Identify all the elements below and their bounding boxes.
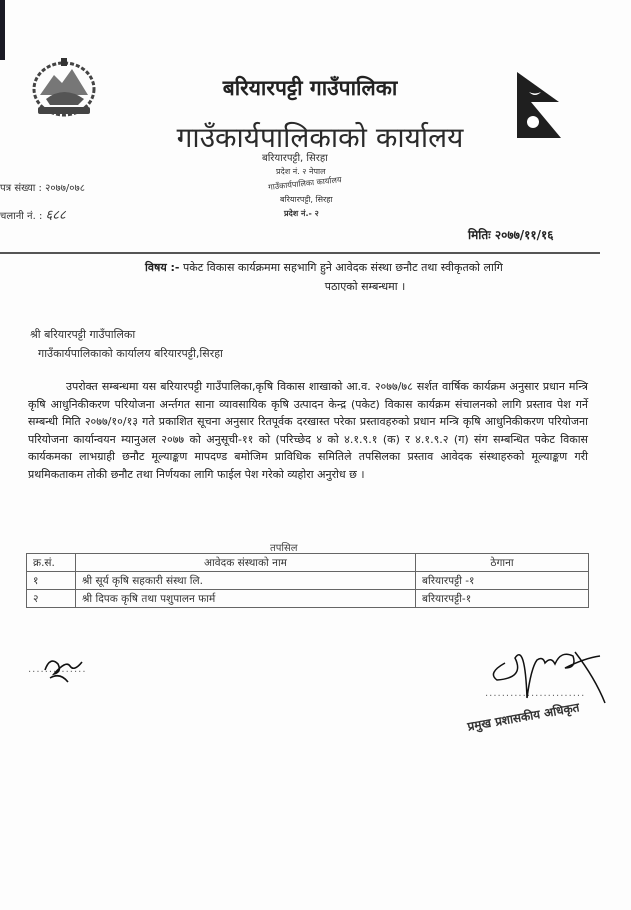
- subject: [145, 258, 585, 296]
- dispatch-number-label: चलानी नं. :: [0, 211, 43, 222]
- cell-address: बरियारपट्टी -१: [416, 572, 589, 590]
- table-row: [27, 590, 589, 608]
- subject-label: विषय :-: [145, 261, 180, 274]
- stamp-line: प्रदेश नं.- २: [284, 209, 319, 218]
- dispatch-number: [0, 205, 66, 223]
- stamp-line: गाउँकार्यपालिका कार्यालय: [267, 175, 342, 192]
- stamp-line: बरियारपट्टी, सिरहा: [262, 153, 328, 164]
- letter-number-value: २०७७/०७८: [45, 183, 85, 194]
- recipient-line-2: गाउँकार्यपालिकाको कार्यालय बरियारपट्टी,सिरहा: [38, 347, 223, 360]
- cell-sn: २: [27, 590, 76, 608]
- date-label: मितिः: [468, 228, 491, 242]
- letter-number-label: पत्र संख्या :: [0, 183, 42, 194]
- recipient-line-1: श्री बरियारपट्टी गाउँपालिका: [30, 328, 136, 341]
- header-divider: [0, 252, 600, 254]
- stamp-line: बरियारपट्टी, सिरहा: [280, 195, 333, 204]
- office-name: गाउँकार्यपालिकाको कार्यालय: [176, 121, 464, 154]
- table-header-row: [27, 554, 589, 572]
- body-text: उपरोक्त सम्बन्धमा यस बरियारपट्टी गाउँपालिका,कृषि विकास शाखाको आ.व. २०७७/७८ सर्शत वार्षिक कार्यक्रम अनुसार प्रधान मन्त्रि कृषि आधुनिकीकरण परियोजना अर्न्तगत साना व्यावसायिक कृषि उत्पादन केन्द्र (पकेट) विकास कार्यक्रम संचालनको लागि प्रस्ताव पेश गर्ने सम्बन्धी मिति २०७७/१०/१३ गते प्रकाशित सूचना अनुसार रितपूर्वक दरखास्त परेका प्रस्तावहरुको प्रधान मन्त्रि कृषि आधुनिकीकरण परियोजना परियोजना कार्यान्वयन म्यानुअल २०७७ को अनुसूची-११ को (परिच्छेद ४ को ४.१.९.१ (क) र ४.१.९.२ (ग) संग सम्बन्धित पकेट विकास कार्यकमका लाभग्राही छनौट मूल्याङ्कण मापदण्ड बमोजिम प्राविधिक समितिले तपसिलका प्रस्ताव आवेदक संस्थाहरुको मूल्याङ्कण गरी प्रथमिकताकम तोकी छनौट तथा निर्णयका लागि फाईल पेश गरेको व्यहोरा अनुरोध छ ।: [28, 380, 588, 481]
- nepal-flag-icon: [515, 70, 565, 140]
- table-row: [27, 572, 589, 590]
- right-signature-line: ........................: [485, 688, 586, 699]
- letter-number: [0, 180, 85, 194]
- municipality-name: बरियारपट्टी गाउँपालिका: [222, 76, 398, 100]
- designation: प्रमुख प्रशासकीय अधिकृत: [466, 700, 581, 734]
- nepal-emblem-icon: [28, 55, 100, 123]
- office-stamp: [262, 150, 382, 235]
- dispatch-number-value: ६८८: [45, 208, 66, 223]
- header-name: आवेदक संस्थाको नाम: [76, 554, 416, 572]
- applicant-table: [26, 553, 589, 608]
- subject-line-1: पकेट विकास कार्यक्रममा सहभागि हुने आवेदक संस्था छनौट तथा स्वीकृतको लागि: [183, 261, 503, 274]
- table-caption: तपसिल: [270, 543, 298, 554]
- header-address: ठेगाना: [416, 554, 589, 572]
- body-paragraph: [28, 378, 588, 484]
- cell-address: बरियारपट्टी-१: [416, 590, 589, 608]
- subject-line-2: पठाएको सम्बन्धमा ।: [324, 280, 406, 293]
- cell-name: श्री दिपक कृषि तथा पशुपालन फार्म: [76, 590, 416, 608]
- cell-name: श्री सूर्य कृषि सहकारी संस्था लि.: [76, 572, 416, 590]
- scan-edge: [0, 0, 5, 60]
- cell-sn: १: [27, 572, 76, 590]
- stamp-line: प्रदेश नं. २ नेपाल: [276, 167, 326, 176]
- date-value: २०७७/११/१६: [494, 228, 554, 242]
- left-signature-icon: [40, 652, 85, 687]
- left-signature-line: ..............: [28, 664, 87, 675]
- header-sn: क्र.सं.: [27, 554, 76, 572]
- date: [468, 226, 554, 243]
